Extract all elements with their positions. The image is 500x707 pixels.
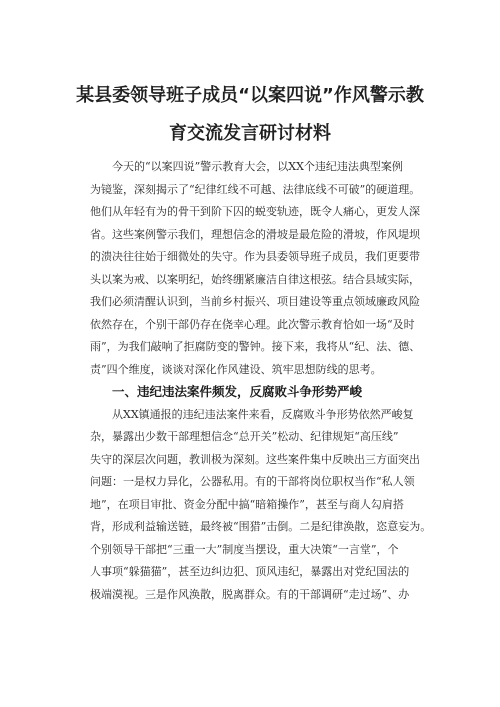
section-1-paragraph: [90, 404, 430, 607]
paragraph-line: 为镜鉴，深刻揭示了“纪律红线不可越、法律底线不可破”的硬道理。: [90, 182, 421, 196]
paragraph-line: 今天的“以案四说”警示教育大会，以XX个违纪违法典型案例: [112, 160, 403, 173]
paragraph-line: 依然存在，个别干部仍存在侥幸心理。此次警示教育恰如一场“及时: [90, 317, 415, 331]
paragraph-line: 背，形成利益输送链，最终被“围猎”击倒。二是纪律涣散，恣意妄为。: [90, 520, 432, 533]
document-body: [90, 156, 430, 606]
paragraph-line: 的溃决往往始于细微处的失守。作为县委领导班子成员，我们更要带: [90, 250, 420, 263]
section-heading-1: 一、违纪违法案件频发，反腐败斗争形势严峻: [112, 384, 363, 399]
paragraph-line: 头以案为戒、以案明纪，始终绷紧廉洁自律这根弦。结合县域实际，: [90, 272, 420, 286]
paragraph-line: 省。这些案例警示我们，理想信念的滑坡是最危险的滑坡，作风堤坝: [90, 227, 420, 241]
document-title-line-1: 某县委领导班子成员“以案四说”作风警示教: [76, 85, 424, 106]
paragraph-line: 我们必须清醒认识到，当前乡村振兴、项目建设等重点领域廉政风险: [90, 295, 420, 308]
paragraph-line: 极端漠视。三是作风涣散，脱离群众。有的干部调研“走过场”、办: [90, 587, 410, 601]
paragraph-line: 从XX镇通报的违纪违法案件来看，反腐败斗争形势依然严峻复: [112, 407, 414, 421]
paragraph-line: 地”，在项目审批、资金分配中搞“暗箱操作”，甚至与商人勾肩搭: [90, 497, 404, 511]
paragraph-line: 人事项“躲猫猫”，甚至边纠边犯、顶风违纪，暴露出对党纪国法的: [90, 565, 410, 578]
paragraph-line: 雨”，为我们敲响了拒腐防变的警钟。接下来，我将从“纪、法、德、: [90, 340, 421, 353]
paragraph-line: 责”四个维度，谈谈对深化作风建设、筑牢思想防线的思考。: [90, 362, 382, 376]
paragraph-line: 问题：一是权力异化，公器私用。有的干部将岗位职权当作“私人领: [90, 475, 415, 488]
document-title-line-2: 育交流发言研讨材料: [169, 123, 331, 144]
paragraph-line: 个别领导干部把“三重一大”制度当摆设，重大决策“一言堂”，个: [90, 542, 399, 556]
paragraph-line: 他们从年轻有为的骨干到阶下囚的蜕变轨迹，既令人痛心，更发人深: [90, 205, 420, 218]
intro-paragraph: [90, 156, 430, 381]
paragraph-line: 失守的深层次问题，教训极为深刻。这些案件集中反映出三方面突出: [90, 452, 420, 466]
paragraph-line: 杂，暴露出少数干部理想信念“总开关”松动、纪律规矩“高压线”: [90, 430, 399, 443]
